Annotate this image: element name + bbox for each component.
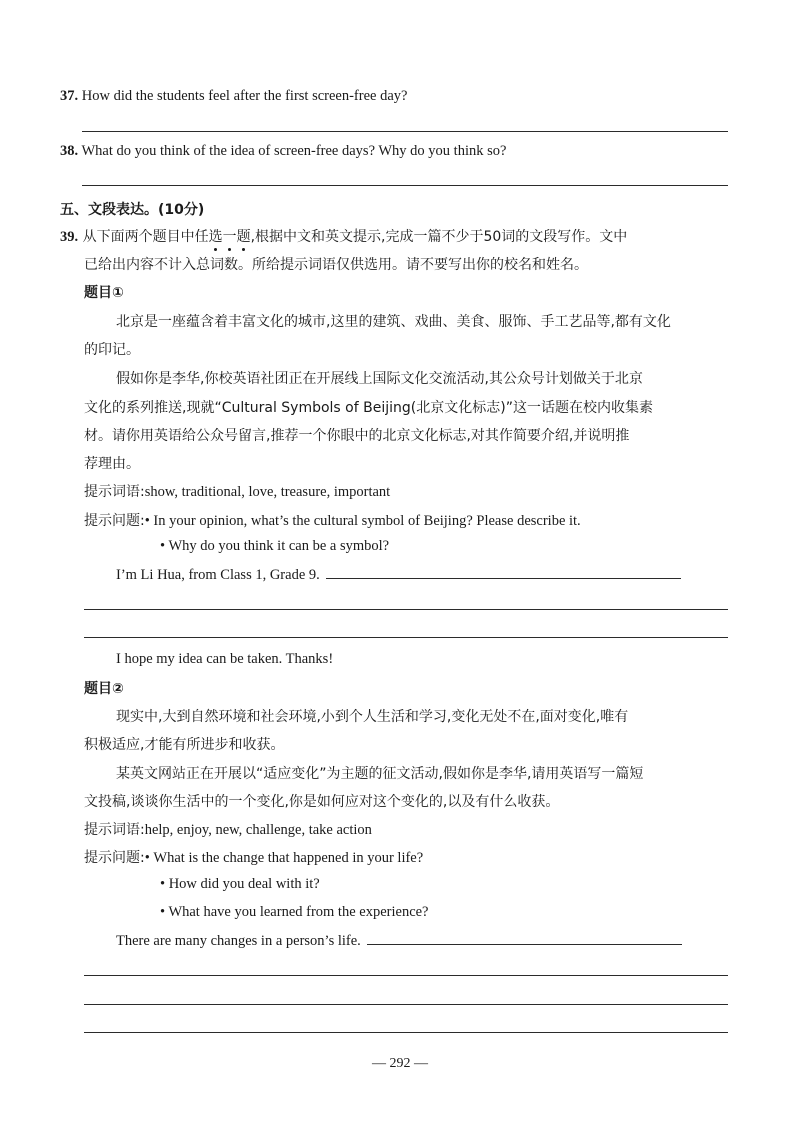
topic-1-hint-words — [84, 481, 390, 501]
answer-line-37[interactable] — [82, 131, 728, 132]
answer-blank[interactable] — [367, 932, 682, 945]
answer-line[interactable] — [84, 637, 728, 638]
topic-2-hint-questions — [84, 847, 423, 867]
topic-2-para2-line2: 文投稿,谈谈你生活中的一个变化,你是如何应对这个变化的,以及有什么收获。 — [84, 794, 560, 810]
answer-line[interactable] — [84, 975, 728, 976]
topic-2-start-text: There are many changes in a person’s life. — [116, 933, 361, 949]
emphasis-char: 选 — [208, 229, 223, 245]
question-text: What do you think of the idea of screen-free days? Why do you think so? — [81, 143, 507, 159]
emphasis-char: 一 — [222, 229, 237, 245]
question-38 — [60, 143, 506, 160]
topic-1-start-line — [116, 566, 681, 584]
topic-1-para2-line4: 荐理由。 — [84, 456, 140, 472]
hint-words-label: 提示词语: — [84, 484, 145, 500]
topic-1-start-text: I’m Li Hua, from Class 1, Grade 9. — [116, 567, 320, 583]
topic-1-hint-questions — [84, 510, 581, 530]
answer-line[interactable] — [84, 609, 728, 610]
topic-2-para2-line1: 某英文网站正在开展以“适应变化”为主题的征文活动,假如你是李华,请用英语写一篇短 — [116, 766, 644, 782]
emphasis-char: 题 — [236, 229, 251, 245]
topic-1-para1-line2: 的印记。 — [84, 342, 140, 358]
intro-line1-b: ,根据中文和英文提示,完成一篇不少于50词的文段写作。文中 — [250, 229, 628, 245]
question-37 — [60, 88, 407, 105]
question-number: 38. — [60, 143, 79, 159]
topic-2-hint-question-3: • What have you learned from the experience? — [160, 904, 429, 920]
hint-questions-label: 提示问题: — [84, 850, 145, 866]
hint-questions-label: 提示问题: — [84, 513, 145, 529]
question-number: 39. — [60, 229, 79, 245]
answer-line[interactable] — [84, 1032, 728, 1033]
answer-line-38[interactable] — [82, 185, 728, 186]
topic-2-para1-line2: 积极适应,才能有所进步和收获。 — [84, 737, 285, 753]
hint-question-1: • What is the change that happened in your life? — [144, 850, 424, 866]
intro-line1-a: 从下面两个题目中任 — [82, 229, 209, 245]
topic-1-para2-line3: 材。请你用英语给公众号留言,推荐一个你眼中的北京文化标志,对其作简要介绍,并说明推 — [84, 428, 630, 444]
topic-1-para2-line2: 文化的系列推送,现就“Cultural Symbols of Beijing(北京文化标志)”这一话题在校内收集素 — [84, 400, 653, 416]
topic-1-hint-question-2: • Why do you think it can be a symbol? — [160, 538, 390, 554]
topic-2-para1-line1: 现实中,大到自然环境和社会环境,小到个人生活和学习,变化无处不在,面对变化,唯有 — [116, 709, 629, 725]
question-number: 37. — [60, 88, 79, 104]
section-title: 五、文段表达。(10分) — [60, 202, 205, 218]
topic-2-start-line — [116, 932, 682, 950]
topic-2-hint-words — [84, 819, 372, 839]
topic-1-label: 题目① — [84, 285, 124, 301]
answer-line[interactable] — [84, 1004, 728, 1005]
topic-2-label: 题目② — [84, 681, 124, 697]
question-text: How did the students feel after the first screen-free day? — [81, 88, 408, 104]
topic-2-hint-question-2: • How did you deal with it? — [160, 876, 320, 892]
question-39-intro — [60, 226, 627, 246]
question-39-intro-line2: 已给出内容不计入总词数。所给提示词语仅供选用。请不要写出你的校名和姓名。 — [84, 257, 588, 273]
hint-words-label: 提示词语: — [84, 822, 145, 838]
topic-1-end-line: I hope my idea can be taken. Thanks! — [116, 651, 334, 667]
topic-1-para1-line1: 北京是一座蕴含着丰富文化的城市,这里的建筑、戏曲、美食、服饰、手工艺品等,都有文化 — [116, 314, 671, 330]
topic-1-para2-line1: 假如你是李华,你校英语社团正在开展线上国际文化交流活动,其公众号计划做关于北京 — [116, 371, 643, 387]
answer-blank[interactable] — [326, 566, 681, 579]
hint-words: help, enjoy, new, challenge, take action — [144, 822, 372, 838]
hint-question-1: • In your opinion, what’s the cultural symbol of Beijing? Please describe it. — [144, 513, 581, 529]
page-number: — 292 — — [372, 1056, 428, 1071]
hint-words: show, traditional, love, treasure, important — [144, 484, 391, 500]
